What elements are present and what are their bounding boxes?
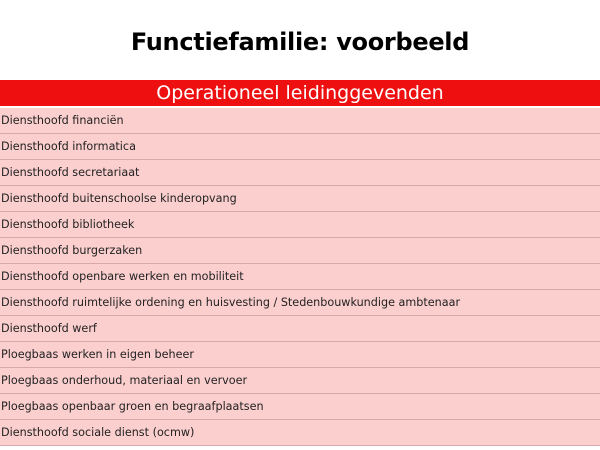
table-cell: Diensthoofd secretariaat	[0, 160, 600, 186]
table-cell: Diensthoofd burgerzaken	[0, 238, 600, 264]
table-row	[0, 264, 600, 290]
table-cell: Diensthoofd ruimtelijke ordening en huisvesting / Stedenbouwkundige ambtenaar	[0, 290, 600, 316]
table-row	[0, 107, 600, 134]
table-row	[0, 160, 600, 186]
table-header-row	[0, 80, 600, 107]
table-cell: Diensthoofd bibliotheek	[0, 212, 600, 238]
table-cell: Ploegbaas openbaar groen en begraafplaatsen	[0, 394, 600, 420]
table-cell: Diensthoofd informatica	[0, 134, 600, 160]
function-table	[0, 80, 600, 446]
table-row	[0, 134, 600, 160]
table-cell: Diensthoofd werf	[0, 316, 600, 342]
table-row	[0, 394, 600, 420]
table-row	[0, 342, 600, 368]
table-row	[0, 316, 600, 342]
table-cell: Diensthoofd financiën	[0, 107, 600, 134]
table-row	[0, 368, 600, 394]
table-cell: Diensthoofd sociale dienst (ocmw)	[0, 420, 600, 446]
table-row	[0, 186, 600, 212]
table-row	[0, 212, 600, 238]
table-row	[0, 420, 600, 446]
table-cell: Ploegbaas onderhoud, materiaal en vervoer	[0, 368, 600, 394]
table-cell: Ploegbaas werken in eigen beheer	[0, 342, 600, 368]
table-header: Operationeel leidinggevenden	[0, 80, 600, 107]
table-cell: Diensthoofd buitenschoolse kinderopvang	[0, 186, 600, 212]
table-row	[0, 238, 600, 264]
table-row	[0, 290, 600, 316]
table-cell: Diensthoofd openbare werken en mobiliteit	[0, 264, 600, 290]
page-title: Functiefamilie: voorbeeld	[130, 28, 470, 56]
